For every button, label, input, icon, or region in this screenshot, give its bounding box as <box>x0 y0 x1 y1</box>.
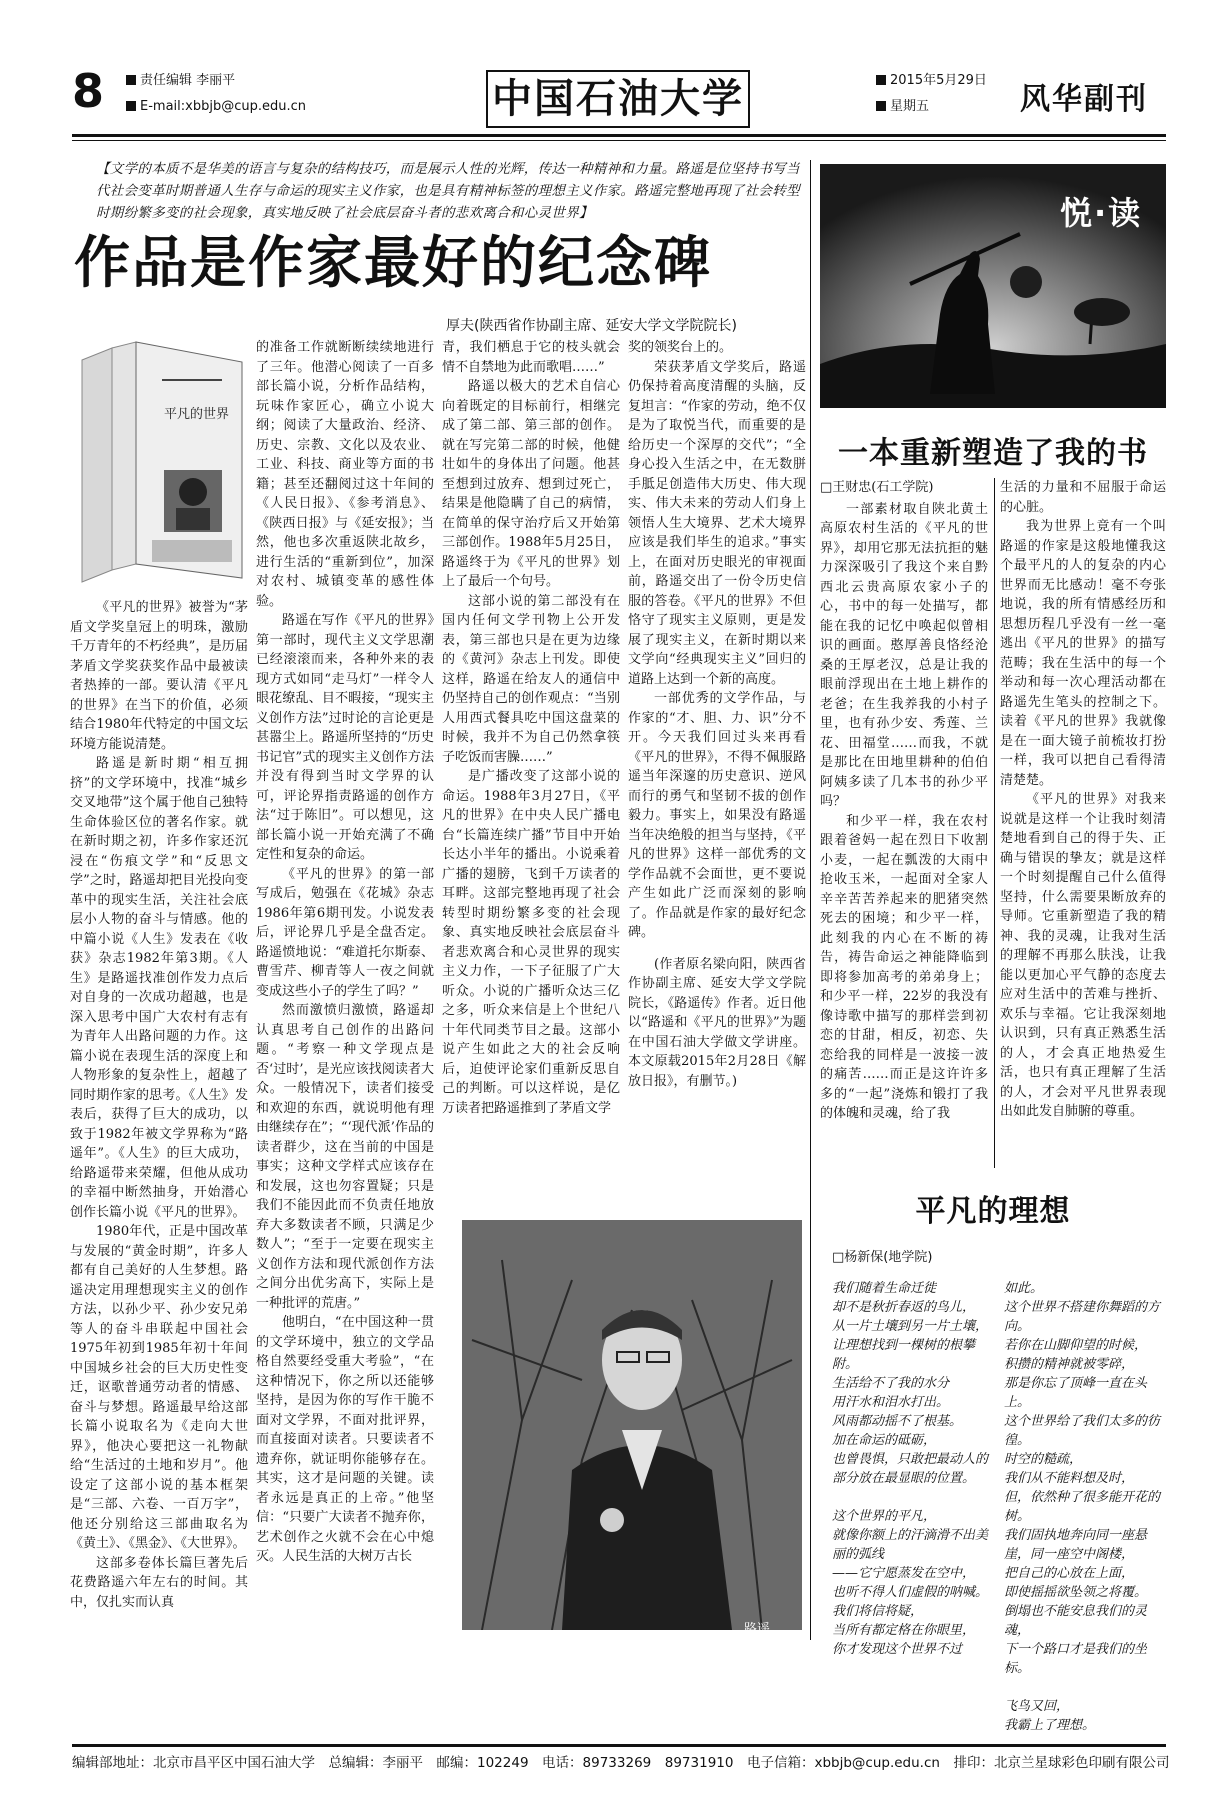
poem-line: 把自己的心放在上面， <box>1004 1566 1135 1581</box>
poem-line: 如此。 <box>1004 1281 1044 1296</box>
issue-weekday: 星期五 <box>890 99 930 114</box>
review-author: □王财忠(石工学院) <box>820 480 934 495</box>
author-note: (作者原名梁向阳，陕西省作协副主席、延安大学文学院院长，《路遥传》作者。近日他以“路遥和《平凡的世界》”为题在中国石油大学做文学讲座。本文原载2015年2月28日《解放日报》，有删节。) <box>628 956 806 1089</box>
review-column-left <box>820 478 988 1168</box>
paragraph: 奖的领奖台上的。 <box>628 340 733 355</box>
poem-line: 倒塌也不能安息我们的灵魂， <box>1004 1604 1148 1638</box>
poem-line: 但，依然种了很多能开花的树。 <box>1004 1490 1161 1524</box>
paragraph: 荣获茅盾文学奖后，路遥仍保持着高度清醒的头脑，反复坦言：“作家的劳动，绝不仅是为了取悦当代，而重要的是给历史一个深厚的交代”；“全身心投入生活之中，在无数胼手胝足创造伟大历史、伟大现实、伟大未来的劳动人们身上领悟人生大境界、艺术大境界应该是我们毕生的追求。”事实上，在面对历史眼光的审视面前，路遥交出了一份令历史信服的答卷。《平凡的世界》不但恪守了现实主义原则，更是发展了现实主义，在新时期以来文学向“经典现实主义”回归的道路上达到一个新的高度。 <box>628 359 806 687</box>
article-deck: 【文学的本质不是华美的语言与复杂的结构技巧，而是展示人性的光辉，传达一种精神和力量。路遥是位坚持书写当代社会变革时期普通人生存与命运的现实主义作家，也是具有精神标签的理想主义作家。路遥完整地再现了社会转型时期纷繁多变的社会现象，真实地反映了社会底层奋斗者的悲欢离合和心灵世界】 <box>96 161 800 221</box>
section-title: 风华副刊 <box>1020 82 1148 117</box>
poem-line: 那是你忘了顶峰一直在头上。 <box>1004 1376 1148 1410</box>
date-line <box>876 72 987 90</box>
article-column-2 <box>256 338 434 1640</box>
masthead-logo: 中国石油大学 <box>486 70 750 128</box>
review-column-right <box>1000 478 1166 1168</box>
paragraph: 路遥在写作《平凡的世界》第一部时，现代主义文学思潮已经滚滚而来，各种外来的表现方式如同“走马灯”一样令人眼花缭乱、目不暇接，“现实主义创作方法”过时论的言论更是甚嚣尘上。路遥所坚持的“历史书记官”式的现实主义创作方法并没有得到当时文学界的认可，评论界指责路遥的创作方法“过于陈旧”。可以想见，这部长篇小说一开始充满了不确定性和复杂的命运。 <box>256 613 434 862</box>
paragraph: 路遥以极大的艺术自信心向着既定的目标前行，相继完成了第二部、第三部的创作。就在写完第二部的时候，他健壮如牛的身体出了问题。他甚至想到过放弃、想到过死亡，结果是他隐瞒了自己的病情，在简单的保守治疗后又开始第三部创作。1988年5月25日，路遥终于为《平凡的世界》划上了最后一个句号。 <box>442 379 620 589</box>
paragraph: 和少平一样，我在农村跟着爸妈一起在烈日下收割小麦，一起在瓢泼的大雨中抢收玉米，一起面对全家人辛辛苦苦养起来的肥猪突然死去的困境；和少平一样，此刻我的内心在不断的祷告，祷告命运之神能降临到即将参加高考的弟弟身上；和少平一样，22岁的我没有像诗歌中描写的那样尝到初恋的甘甜，相反，初恋、失恋给我的同样是一波接一波的痛苦……而正是这许许多多的“一起”浇炼和锻打了我的体魄和灵魂，给了我 <box>820 813 988 1121</box>
article-byline: 厚夫(陕西省作协副主席、延安大学文学院院长) <box>446 318 737 334</box>
poem-line: 让理想找到一棵树的根攀附。 <box>832 1338 976 1372</box>
paragraph: 他明白，“在中国这种一贯的文学环境中，独立的文学品格自然要经受重大考验”，“在这种情况下，你之所以还能够坚持，是因为你的写作干脆不面对文学界，不面对批评界，而直接面对读者。只要读者不遗弃你，就证明你能够存在。其实，这才是问题的关键。读者永远是真正的上帝。”他坚信：“只要广大读者不抛弃你，艺术创作之火就不会在心中熄灭。人民生活的大树万古长 <box>256 1315 434 1564</box>
poem-line: 积攒的精神就被零碎， <box>1004 1357 1135 1372</box>
poem-line: 我霸上了理想。 <box>1004 1718 1096 1733</box>
book-cover-title: 平凡的世界 <box>164 407 230 422</box>
paragraph: 生活的力量和不屈服于命运的心脏。 <box>1000 480 1166 515</box>
paragraph: 这部多卷体长篇巨著先后花费路遥六年左右的时间。其中，仅扎实而认真 <box>70 1555 248 1610</box>
article-column-3 <box>442 338 620 1208</box>
email-line <box>126 98 306 116</box>
poem-line: 下一个路口才是我们的坐标。 <box>1004 1642 1148 1676</box>
paragraph: 1980年代，正是中国改革与发展的“黄金时期”，许多人都有自己美好的人生梦想。路遥决定用理想现实主义的创作方法，以孙少平、孙少安兄弟等人的奋斗串联起中国社会1975年初到1985年初十年间中国城乡社会的巨大历史性变迁，讴歌普通劳动者的情感、奋斗与梦想。路遥最早给这部长篇小说取名为《走向大世界》，他决心要把这一礼物献给“生活过的土地和岁月”。他设定了这部小说的基本框架是“三部、六卷、一百万字”，他还分别给这三部曲取名为《黄土》、《黑金》、《大世界》。 <box>70 1224 248 1551</box>
paragraph: 这部小说的第二部没有在国内任何文学刊物上公开发表，第三部也只是在更为边缘的《黄河》杂志上刊发。即使这样，路遥在给友人的通信中仍坚持自己的创作观点：“当别人用西式餐具吃中国这盘菜的时候，我并不为自己仍然拿筷子吃饭而害臊……” <box>442 593 620 765</box>
poem-line: 你才发现这个世界不过 <box>832 1642 963 1657</box>
poem-column-right <box>1004 1248 1170 1735</box>
poem-line: 我们固执地奔向同一座悬崖，同一座空中阁楼， <box>1004 1528 1148 1562</box>
page-number: 8 <box>72 64 105 118</box>
poem-line: 从一片土壤到另一片土壤， <box>832 1319 989 1334</box>
article-column-4 <box>628 338 806 1138</box>
poem-line: 我们将信将疑， <box>832 1604 924 1619</box>
header-rule-thin <box>72 140 1166 141</box>
paragraph: 《平凡的世界》被誉为“茅盾文学奖皇冠上的明珠，激励千万青年的不朽经典”，是历届茅盾文学奖获奖作品中最被读者热捧的一部。要认清《平凡的世界》在当下的价值，必须结合1980年代特定的中国文坛环境方能说清楚。 <box>70 600 248 752</box>
paragraph: 然而激愤归激愤，路遥却认真思考自己创作的出路问题。“考察一种文学现点是否‘过时’，是光应该找阅读者大众。一般情况下，读者们接受和欢迎的东西，就说明他有理由继续存在”；“‘现代派’作品的读者群少，这在当前的中国是事实；这种文学样式应该存在和发展，这也勿容置疑；只是我们不能因此而不负责任地放弃大多数读者不顾，只满足少数人”；“至于一定要在现实主义创作方法和现代派创作方法之间分出优劣高下，实际上是一种批评的荒唐。” <box>256 1003 434 1311</box>
poem-line: 风雨都动摇不了根基。 <box>832 1414 963 1429</box>
paragraph: 青，我们栖息于它的枝头就会情不自禁地为此而歌唱……” <box>442 340 620 375</box>
paragraph: 的准备工作就断断续续地进行了三年。他潜心阅读了一百多部长篇小说，分析作品结构，玩味作家匠心，确立小说大纲；阅读了大量政治、经济、历史、宗教、文化以及农业、工业、科技、商业等方面的书籍；甚至还翻阅过这十年间的《人民日报》、《参考消息》、《陕西日报》与《延安报》；当然，他也多次重返陕北故乡，进行生活的“重新到位”，加深对农村、城镇变革的感性体验。 <box>256 340 434 609</box>
paragraph: 是广播改变了这部小说的命运。1988年3月27日，《平凡的世界》在中央人民广播电台“长篇连续广播”节目中开始长达小半年的播出。小说乘着广播的翅膀，飞到千万读者的耳畔。这部完整地再现了社会转型时期纷繁多变的社会现象、真实地反映社会底层奋斗者悲欢离合和心灵世界的现实主义力作，一下子征服了广大听众。小说的广播听众达三亿之多，听众来信是上个世纪八十年代同类节目之最。这部小说产生如此之大的社会反响后，迫使评论家们重新反思自己的判断。可以这样说，是亿万读者把路遥推到了茅盾文学 <box>442 769 620 1116</box>
poem-line: 加在命运的砥砺， <box>832 1433 937 1448</box>
poem-line: 用汗水和泪水打出。 <box>832 1395 950 1410</box>
footer-info: 编辑部地址：北京市昌平区中国石油大学 总编辑：李丽平 邮编：102249 电话：89733269 89731910 电子信箱：xbbjb@cup.edu.cn 排印：北京兰星球彩色印刷有限公司 <box>72 1755 1170 1771</box>
poem-line: 这个世界不搭建你舞蹈的方向。 <box>1004 1300 1161 1334</box>
paragraph: 路遥是新时期“相互拥挤”的文学环境中，找准“城乡交叉地带”这个属于他自己独特生命体验区位的著名作家。就在新时期之初，许多作家还沉浸在“伤痕文学”和“反思文学”之时，路遥却把目光投向变革中的现实生活，关注社会底层小人物的奋斗与情感。他的中篇小说《人生》发表在《收获》杂志1982年第3期。《人生》是路遥找准创作发力点后对自身的一次成功超越，也是深入思考中国广大农村有志有为青年人出路问题的力作。这篇小说在表现生活的深度上和人物形象的复杂性上，超越了同时期作家的思考。《人生》发表后，获得了巨大的成功，以致于1982年被文学界称为“路遥年”。《人生》的巨大成功，给路遥带来荣耀，但他从成功的幸福中断然抽身，开始潜心创作长篇小说《平凡的世界》。 <box>70 756 248 1220</box>
paragraph: 一部素材取自陕北黄土高原农村生活的《平凡的世界》，却用它那无法抗拒的魅力深深吸引了我这个来自黔西北云贵高原农家小子的心，书中的每一处描写，都能在我的记忆中唤起似曾相识的画面。憨厚善良恪经沧桑的王厚老汉，总是让我的眼前浮现出在土地上耕作的老爸；在生我养我的小村子里，也有孙少安、秀莲、兰花、田福堂……而我，不就是那比在田地里耕种的伯伯阿姨多读了几本书的孙少平吗？ <box>820 501 988 809</box>
poem-line: 我们随着生命迁徙 <box>832 1281 937 1296</box>
poem-line: 也听不得人们虚假的呐喊。 <box>832 1585 989 1600</box>
issue-date: 2015年5月29日 <box>890 73 987 88</box>
article-headline: 作品是作家最好的纪念碑 <box>74 230 712 296</box>
paragraph: 我为世界上竟有一个叫路遥的作家是这般地懂我这个最平凡的人的复杂的内心世界而无比感动！毫不夸张地说，我的所有情感经历和思想历程几乎没有一丝一毫逃出《平凡的世界》的描写范畴；我在生活中的每一个举动和每一次心理活动都在路遥先生笔头的控制之下。读着《平凡的世界》我就像是在一面大镜子前梳妆打扮一样，我可以把自己看得清清楚楚。 <box>1000 519 1166 788</box>
poem-line: 若你在山脚仰望的时候， <box>1004 1338 1148 1353</box>
photo-caption: 路遥 <box>744 1622 771 1637</box>
poem-line: 就像你额上的汗滴滑不出美丽的弧线 <box>832 1528 989 1562</box>
poem-author: □杨新保(地学院) <box>832 1250 933 1265</box>
reading-column-title: 悦·读 <box>1060 194 1143 232</box>
poem-line: 飞鸟又回， <box>1004 1699 1070 1714</box>
poem-line: ——它宁愿蒸发在空中， <box>832 1566 976 1581</box>
poem-line: 时空的糙疏， <box>1004 1452 1083 1467</box>
paragraph: 《平凡的世界》的第一部写成后，勉强在《花城》杂志1986年第6期刊发。小说发表后，评论界几乎是全盘否定。路遥愤地说：“难道托尔斯泰、曹雪芹、柳青等人一夜之间就变成这些小子的学生了吗？” <box>256 866 434 999</box>
poem-line: 即使摇摇欲坠领之将覆。 <box>1004 1585 1148 1600</box>
poem-line: 也曾畏惧，只敢把最动人的部分放在最显眼的位置。 <box>832 1452 989 1486</box>
editor-line <box>126 72 235 90</box>
poem-line: 这个世界给了我们太多的彷徨。 <box>1004 1414 1161 1448</box>
poem-title: 平凡的理想 <box>915 1194 1071 1229</box>
column-divider <box>994 478 995 1168</box>
article-column-1 <box>70 598 248 1640</box>
poem-line <box>1004 1678 1170 1697</box>
poem-line: 却不是秋折春返的鸟儿， <box>832 1300 976 1315</box>
footer-rule <box>72 1744 1166 1747</box>
poem-line: 当所有都定格在你眼里， <box>832 1623 976 1638</box>
poem-line: 我们从不能料想及时， <box>1004 1471 1135 1486</box>
paragraph: 《平凡的世界》对我来说就是这样一个让我时刻清楚地看到自己的得于失、正确与错误的挚友；就是这样一个时刻提醒自己什么值得坚持，什么需要果断放弃的导师。它重新塑造了我的精神、我的灵魂，让我对生活的理解不再那么肤浅，让我能以更加心平气静的态度去应对生活中的苦难与挫折、欢乐与幸福。它让我深刻地认识到，只有真正熟悉生活的人，才会真正地热爱生活，也只有真正理解了生活的人，才会对平凡世界表现出如此发自肺腑的尊重。 <box>1000 792 1166 1119</box>
editor-name: 责任编辑 李丽平 <box>140 73 236 88</box>
author-portrait-photo <box>462 1220 802 1630</box>
header-rule <box>72 134 1166 137</box>
poem-column-left <box>832 1248 1000 1659</box>
book-cover-image <box>72 340 252 585</box>
column-divider <box>810 160 811 1640</box>
poem-line: 这个世界的平凡， <box>832 1509 937 1524</box>
poem-line: 生活给不了我的水分 <box>832 1376 950 1391</box>
review-title: 一本重新塑造了我的书 <box>838 436 1148 471</box>
email-address: E-mail:xbbjb@cup.edu.cn <box>140 99 306 114</box>
paragraph: 一部优秀的文学作品，与作家的“才、胆、力、识”分不开。今天我们回过头来再看《平凡的世界》，不得不佩服路遥当年深邃的历史意识、逆风而行的勇气和坚韧不拔的创作毅力。事实上，如果没有路遥当年决绝般的担当与坚持，《平凡的世界》这样一部优秀的文学作品就不会面世，更不要说产生如此广泛而深刻的影响了。作品就是作家的最好纪念碑。 <box>628 691 806 940</box>
poem-line <box>832 1488 1000 1507</box>
weekday-line <box>876 98 929 116</box>
